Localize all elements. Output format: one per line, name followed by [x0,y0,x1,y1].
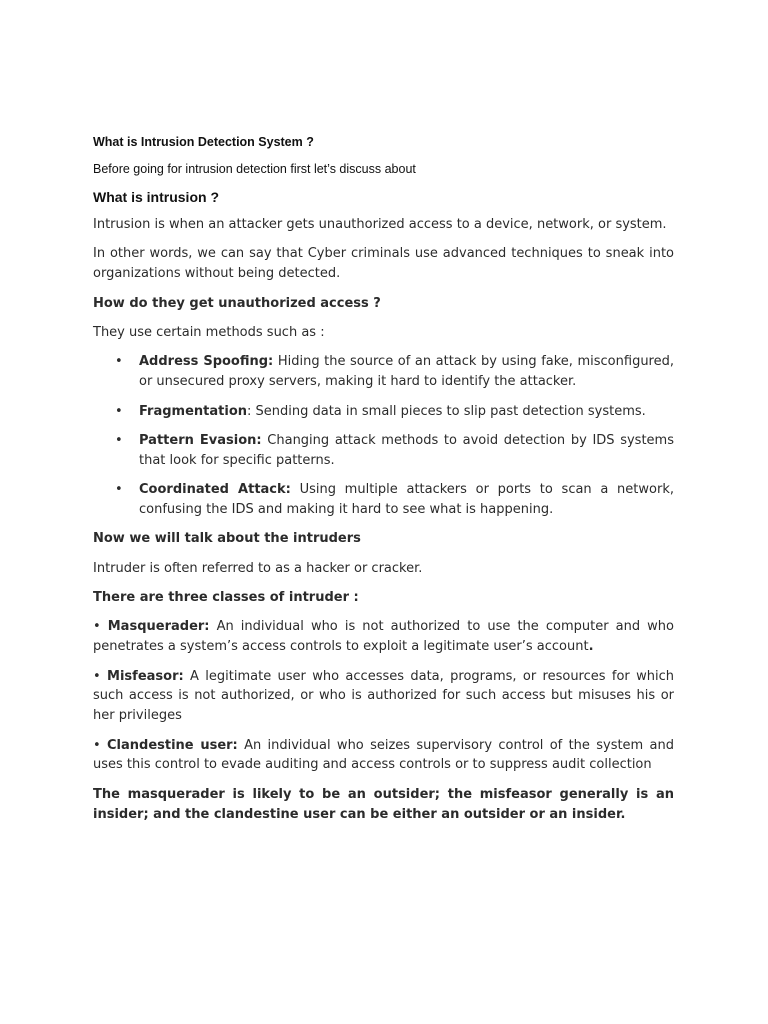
method-desc: : Sending data in small pieces to slip past detection systems. [247,403,646,419]
method-term: Fragmentation [139,403,247,419]
document-title: What is Intrusion Detection System ? [93,135,314,149]
what-is-intrusion-heading: What is intrusion ? [93,189,219,205]
class-term: Masquerader: [107,619,210,635]
classes-heading: There are three classes of intruder : [93,590,359,606]
class-misfeasor [93,667,674,726]
bullet-icon: • [115,354,123,370]
class-desc: An individual who is not authorized to use the computer and who penetrates a system’s access controls to exploit a legitimate user’s account [93,619,674,655]
bullet-icon: • [93,737,101,753]
method-term: Coordinated Attack: [139,482,291,498]
bullet-icon: • [115,482,123,498]
method-desc: Hiding the source of an attack by using fake, misconfigured, or unsecured proxy servers, making it hard to identify the attacker. [139,354,675,390]
class-tail: . [588,639,594,655]
how-access-heading: How do they get unauthorized access ? [93,295,381,311]
bullet-icon: • [115,432,123,448]
class-desc: A legitimate user who accesses data, programs, or resources for which such access is not authorized, or who is authorized for such access but misuses his or her privileges [93,668,674,724]
method-term: Pattern Evasion: [139,432,262,448]
method-term: Address Spoofing: [139,354,274,370]
list-item [93,402,674,422]
methods-intro: They use certain methods such as : [93,324,325,340]
other-words-paragraph: In other words, we can say that Cyber criminals use advanced techniques to sneak into organizations without being detected. [93,246,674,282]
intruders-heading: Now we will talk about the intruders [93,531,361,547]
class-desc: An individual who seizes supervisory control of the system and uses this control to evade auditing and access controls or to suppress audit collection [93,737,674,773]
class-masquerader [93,617,674,657]
list-item [93,431,674,471]
method-desc: Using multiple attackers or ports to scan a network, confusing the IDS and making it hard to see what is happening. [139,482,674,517]
conclusion-paragraph: The masquerader is likely to be an outsider; the misfeasor generally is an insider; and the clandestine user can be either an outsider or an insider. [93,786,674,822]
list-item [93,352,674,392]
intruder-definition: Intruder is often referred to as a hacker or cracker. [93,560,423,576]
class-clandestine [93,736,674,776]
class-term: Clandestine user: [107,737,238,753]
list-item [93,480,674,520]
methods-list [93,352,674,519]
bullet-icon: • [93,619,101,635]
class-term: Misfeasor: [107,668,184,684]
bullet-icon: • [115,403,123,419]
intro-line: Before going for intrusion detection first let’s discuss about [93,162,416,176]
bullet-icon: • [93,668,101,684]
method-desc: Changing attack methods to avoid detection by IDS systems that look for specific patterns. [139,432,674,468]
intrusion-definition: Intrusion is when an attacker gets unauthorized access to a device, network, or system. [93,217,667,232]
document-page [93,133,674,834]
